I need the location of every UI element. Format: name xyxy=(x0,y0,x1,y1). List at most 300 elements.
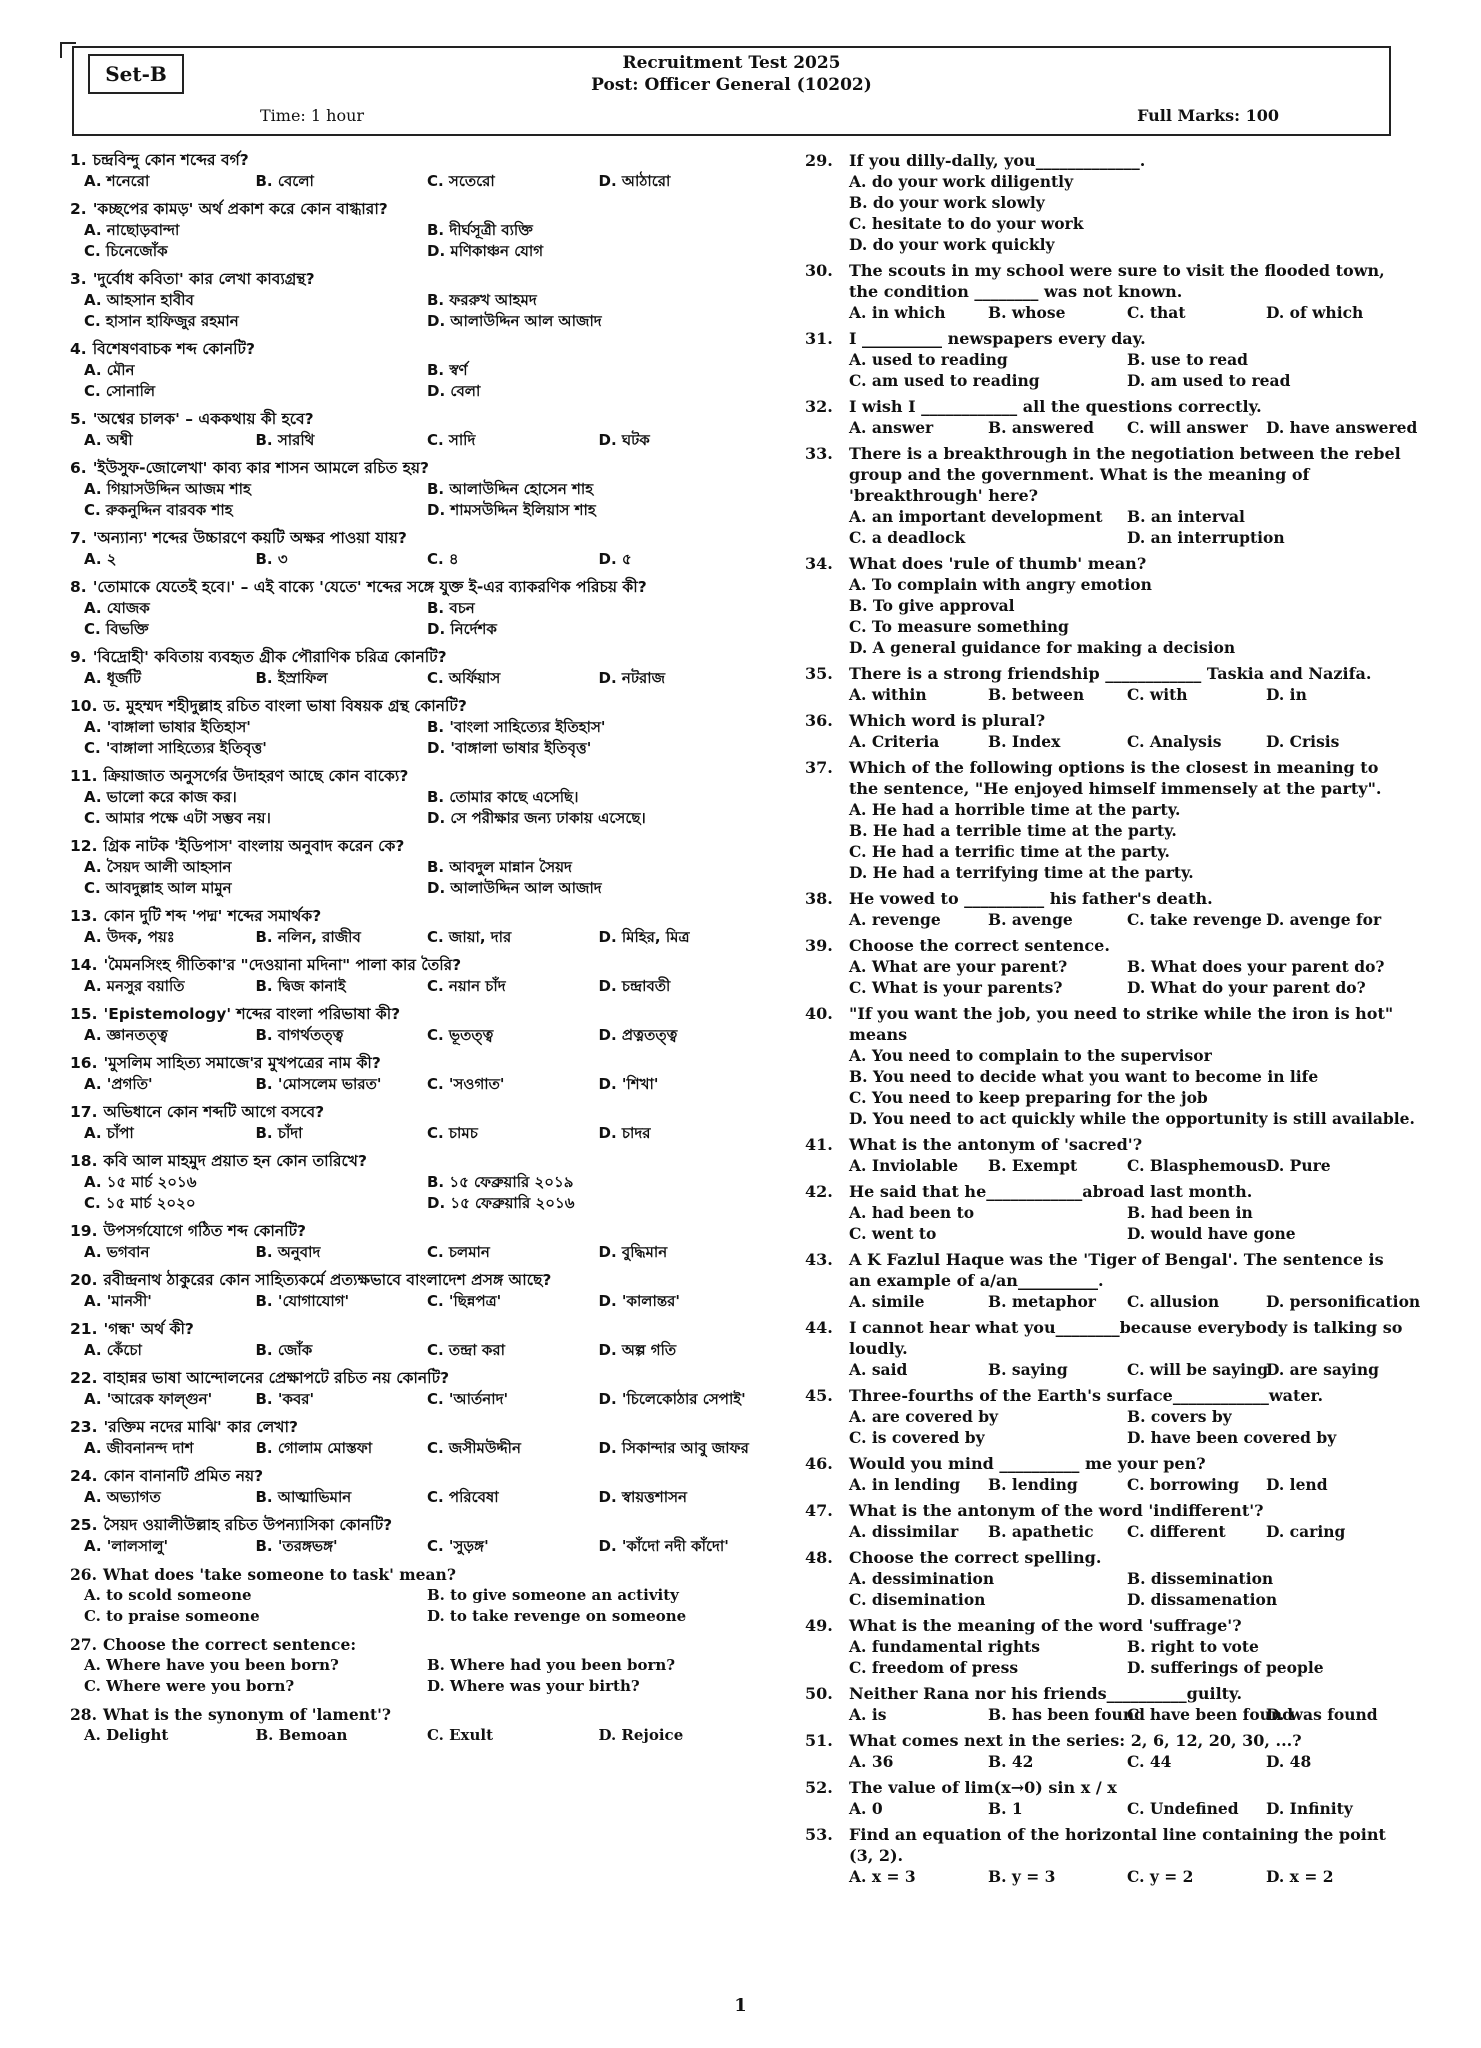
answer-options xyxy=(805,731,1405,752)
header-title-block xyxy=(74,52,1389,96)
answer-options xyxy=(70,598,770,640)
question-stem xyxy=(70,647,770,668)
answer-option: D. নটরাজ xyxy=(598,669,666,687)
answer-option: B. ৩ xyxy=(255,550,288,568)
answer-option: B. use to read xyxy=(1127,350,1248,369)
answer-option: C. আমার পক্ষে এটা সম্ভব নয়। xyxy=(84,809,271,827)
question-number: 23. xyxy=(70,1418,98,1436)
question-item xyxy=(805,757,1405,883)
question-item xyxy=(805,328,1405,391)
answer-option: C. 'সওগাত' xyxy=(427,1075,505,1093)
answer-option: D. চন্দ্রাবতী xyxy=(598,977,671,995)
answer-options xyxy=(805,171,1405,255)
question-item xyxy=(805,1249,1421,1312)
question-item xyxy=(70,577,770,640)
answer-option: A. What are your parent? xyxy=(849,957,1068,976)
answer-option: D. স্বায়ত্তশাসন xyxy=(598,1488,688,1506)
answer-option: B. metaphor xyxy=(988,1292,1096,1311)
question-number: 29. xyxy=(805,151,833,170)
answer-option: D. 'কালান্তর' xyxy=(598,1292,681,1310)
answer-option: B. Index xyxy=(988,732,1061,751)
answer-options xyxy=(70,1585,770,1627)
question-stem xyxy=(805,888,1405,909)
answer-option: A. জ্ঞানতত্ত্ব xyxy=(84,1026,168,1044)
answer-option: D. সে পরীক্ষার জন্য ঢাকায় এসেছে। xyxy=(427,809,646,827)
answer-option: A. অভ্যাগত xyxy=(84,1488,161,1506)
question-text: Three-fourths of the Earth's surface____________water. xyxy=(849,1386,1324,1405)
question-item xyxy=(70,199,770,262)
answer-option: B. Exempt xyxy=(988,1156,1078,1175)
question-number: 36. xyxy=(805,711,833,730)
answer-option: C. disemination xyxy=(849,1590,986,1609)
question-item xyxy=(805,553,1405,658)
answer-option: D. He had a terrifying time at the party. xyxy=(849,863,1194,882)
answer-option: B. বাগর্থতত্ত্ব xyxy=(255,1026,344,1044)
answer-option: B. avenge xyxy=(988,910,1073,929)
answer-options xyxy=(70,220,770,262)
answer-option: C. allusion xyxy=(1127,1292,1220,1311)
answer-option: A. 'আরেক ফাল্গুন' xyxy=(84,1390,213,1408)
question-text: 'তোমাকে যেতেই হবে।' – এই বাক্যে 'যেতে' শব্দের সঙ্গে যুক্ত ই-এর ব্যাকরণিক পরিচয় কী? xyxy=(92,578,647,596)
question-text: What is the meaning of the word 'suffrage'? xyxy=(849,1616,1242,1635)
answer-option: B. জোঁক xyxy=(255,1341,313,1359)
question-item xyxy=(805,1777,1405,1819)
answer-option: D. sufferings of people xyxy=(1127,1658,1324,1677)
question-number: 16. xyxy=(70,1054,98,1072)
question-stem xyxy=(805,1003,1405,1045)
answer-option: B. dissemination xyxy=(1127,1569,1274,1588)
answer-options xyxy=(805,1202,1405,1244)
question-number: 12. xyxy=(70,837,98,855)
answer-option: C. জসীমউদ্দীন xyxy=(427,1439,521,1457)
answer-option: B. 'মোসলেম ভারত' xyxy=(255,1075,382,1093)
question-stem xyxy=(805,1777,1405,1798)
answer-option: D. lend xyxy=(1266,1475,1328,1494)
question-number: 53. xyxy=(805,1825,833,1844)
answer-option: A. শনেরো xyxy=(84,172,150,190)
answer-option: A. 'বাঙ্গালা ভাষার ইতিহাস' xyxy=(84,718,251,736)
question-number: 30. xyxy=(805,261,833,280)
question-item xyxy=(70,1102,770,1144)
answer-option: D. would have gone xyxy=(1127,1224,1296,1243)
answer-option: B. You need to decide what you want to become in life xyxy=(849,1067,1319,1086)
question-item xyxy=(805,663,1405,705)
answer-option: A. simile xyxy=(849,1292,925,1311)
answer-option: D. Rejoice xyxy=(598,1726,684,1744)
question-number: 32. xyxy=(805,397,833,416)
question-item xyxy=(805,1683,1405,1725)
question-number: 8. xyxy=(70,578,87,596)
question-item xyxy=(70,836,770,899)
question-stem xyxy=(805,553,1405,574)
answer-options xyxy=(805,1359,1405,1380)
answer-options xyxy=(805,956,1405,998)
question-item xyxy=(805,1500,1405,1542)
answer-option: C. different xyxy=(1127,1522,1226,1541)
answer-options xyxy=(70,717,770,759)
answer-option: A. dessimination xyxy=(849,1569,995,1588)
answer-option: B. saying xyxy=(988,1360,1068,1379)
question-stem xyxy=(805,1615,1405,1636)
answer-options xyxy=(70,927,770,948)
answer-option: D. বেলা xyxy=(427,382,481,400)
answer-option: A. said xyxy=(849,1360,908,1379)
question-item xyxy=(805,1385,1405,1448)
answer-options xyxy=(805,1474,1405,1495)
answer-options xyxy=(70,1487,770,1508)
question-stem xyxy=(70,199,770,220)
answer-option: B. had been in xyxy=(1127,1203,1253,1222)
right-question-column xyxy=(805,150,1421,1892)
answer-option: C. ভূতত্ত্ব xyxy=(427,1026,494,1044)
question-item xyxy=(70,150,770,192)
answer-option: B. চাঁদা xyxy=(255,1124,303,1142)
question-stem xyxy=(805,1181,1405,1202)
question-stem xyxy=(70,1634,770,1655)
question-number: 11. xyxy=(70,767,98,785)
answer-option: D. have been covered by xyxy=(1127,1428,1337,1447)
question-text: I cannot hear what you________because everybody is talking so loudly. xyxy=(849,1318,1403,1358)
question-number: 18. xyxy=(70,1152,98,1170)
answer-options xyxy=(70,1291,770,1312)
answer-option: B. আলাউদ্দিন হোসেন শাহ xyxy=(427,480,594,498)
answer-option: D. ঘটক xyxy=(598,431,650,449)
answer-option: B. to give someone an activity xyxy=(427,1586,679,1604)
answer-options xyxy=(805,909,1405,930)
answer-option: A. মৌন xyxy=(84,361,135,379)
question-item xyxy=(70,1004,770,1046)
question-stem xyxy=(805,710,1405,731)
question-number: 52. xyxy=(805,1778,833,1797)
question-stem xyxy=(70,339,770,360)
question-text: What comes next in the series: 2, 6, 12, 20, 30, ...? xyxy=(849,1731,1302,1750)
answer-option: C. Blasphemous xyxy=(1127,1156,1267,1175)
answer-option: A. সৈয়দ আলী আহসান xyxy=(84,858,232,876)
question-number: 46. xyxy=(805,1454,833,1473)
answer-option: C. Analysis xyxy=(1127,732,1222,751)
answer-option: B. সারথি xyxy=(255,431,315,449)
question-stem xyxy=(70,269,770,290)
answer-option: A. answer xyxy=(849,418,934,437)
question-item xyxy=(70,696,770,759)
answer-options xyxy=(70,1123,770,1144)
answer-option: C. তন্দ্রা করা xyxy=(427,1341,505,1359)
question-text: গ্রিক নাটক 'ইডিপাস' বাংলায় অনুবাদ করেন কে? xyxy=(103,837,405,855)
question-stem xyxy=(805,1453,1405,1474)
question-stem xyxy=(70,906,770,927)
answer-options xyxy=(805,1406,1405,1448)
question-item xyxy=(805,1547,1405,1610)
answer-option: C. জায়া, দার xyxy=(427,928,512,946)
exam-post: Post: Officer General (10202) xyxy=(591,75,872,95)
answer-option: D. are saying xyxy=(1266,1360,1379,1379)
question-text: What does 'take someone to task' mean? xyxy=(102,1565,456,1584)
answer-options xyxy=(805,1636,1405,1678)
answer-options xyxy=(805,574,1405,658)
answer-option: B. 'বাংলা সাহিত্যের ইতিহাস' xyxy=(427,718,606,736)
answer-option: C. to praise someone xyxy=(84,1607,260,1625)
answer-option: D. have answered xyxy=(1266,418,1418,437)
answer-option: D. 48 xyxy=(1266,1752,1312,1771)
page-number: 1 xyxy=(734,1995,747,2016)
question-item xyxy=(805,260,1405,323)
question-text: 'অন্যান্য' শব্দের উচ্চারণে কয়টি অক্ষর পাওয়া যায়? xyxy=(92,529,407,547)
answer-option: A. Delight xyxy=(84,1726,169,1744)
answer-option: B. covers by xyxy=(1127,1407,1232,1426)
answer-option: A. in lending xyxy=(849,1475,961,1494)
answer-option: B. do your work slowly xyxy=(849,193,1045,212)
question-number: 26. xyxy=(70,1565,97,1584)
question-text: 'অশ্বের চালক' – এককথায় কী হবে? xyxy=(92,410,314,428)
answer-option: D. 'শিখা' xyxy=(598,1075,659,1093)
answer-option: D. dissamenation xyxy=(1127,1590,1278,1609)
question-stem xyxy=(805,1683,1405,1704)
answer-option: B. 'কবর' xyxy=(255,1390,315,1408)
answer-option: B. দীর্ঘসূত্রী ব্যক্তি xyxy=(427,221,533,239)
answer-option: A. ধূর্জটি xyxy=(84,669,142,687)
answer-option: A. within xyxy=(849,685,927,704)
question-stem xyxy=(70,409,770,430)
answer-option: C. take revenge xyxy=(1127,910,1262,929)
question-stem xyxy=(70,1564,770,1585)
question-number: 41. xyxy=(805,1135,833,1154)
answer-option: A. আহসান হাবীব xyxy=(84,291,194,309)
question-number: 19. xyxy=(70,1222,98,1240)
answer-option: B. right to vote xyxy=(1127,1637,1259,1656)
answer-option: A. জীবনানন্দ দাশ xyxy=(84,1439,194,1457)
question-item xyxy=(805,1181,1405,1244)
question-text: অভিধানে কোন শব্দটি আগে বসবে? xyxy=(103,1103,325,1121)
answer-options xyxy=(805,1291,1421,1312)
question-item xyxy=(805,1824,1405,1887)
answer-option: B. He had a terrible time at the party. xyxy=(849,821,1177,840)
question-item xyxy=(805,710,1405,752)
answer-options xyxy=(70,1172,770,1214)
question-number: 39. xyxy=(805,936,833,955)
answer-options xyxy=(70,430,770,451)
answer-options xyxy=(70,360,770,402)
answer-options xyxy=(805,1155,1405,1176)
answer-options xyxy=(805,1866,1405,1887)
answer-options xyxy=(805,1045,1415,1129)
answer-option: B. ইস্রাফিল xyxy=(255,669,328,687)
answer-option: D. am used to read xyxy=(1127,371,1291,390)
answer-option: D. প্রত্নতত্ত্ব xyxy=(598,1026,678,1044)
answer-option: B. Where had you been born? xyxy=(427,1656,676,1674)
question-stem xyxy=(70,1151,770,1172)
answer-option: D. আঠারো xyxy=(598,172,671,190)
question-text: Find an equation of the horizontal line containing the point (3, 2). xyxy=(849,1825,1386,1865)
question-text: He said that he____________abroad last month. xyxy=(849,1182,1253,1201)
question-text: 'দুর্বোধ কবিতা' কার লেখা কাব্যগ্রন্থ? xyxy=(92,270,315,288)
answer-option: A. x = 3 xyxy=(849,1867,916,1886)
question-stem xyxy=(70,1221,770,1242)
question-stem xyxy=(70,1004,770,1025)
answer-option: C. with xyxy=(1127,685,1188,704)
answer-option: B. What does your parent do? xyxy=(1127,957,1385,976)
question-stem xyxy=(805,328,1405,349)
question-stem xyxy=(805,1730,1405,1751)
answer-option: A. had been to xyxy=(849,1203,975,1222)
answer-option: D. personification xyxy=(1266,1292,1421,1311)
answer-option: A. গিয়াসউদ্দিন আজম শাহ xyxy=(84,480,251,498)
question-item xyxy=(805,1730,1405,1772)
left-question-column xyxy=(70,150,770,1753)
question-text: A K Fazlul Haque was the 'Tiger of Bengal'. The sentence is an example of a/an__________. xyxy=(849,1250,1384,1290)
exam-full-marks: Full Marks: 100 xyxy=(1137,106,1279,125)
question-stem xyxy=(70,1417,770,1438)
answer-option: B. has been found xyxy=(988,1705,1145,1724)
question-number: 31. xyxy=(805,329,833,348)
answer-option: C. চিনেজোঁক xyxy=(84,242,168,260)
question-stem xyxy=(70,577,770,598)
question-text: 'গন্ধ' অর্থ কী? xyxy=(103,1320,194,1338)
answer-option: B. lending xyxy=(988,1475,1078,1494)
answer-option: A. ভগবান xyxy=(84,1243,150,1261)
question-text: The value of lim(x→0) sin x / x xyxy=(849,1778,1117,1797)
answer-option: C. went to xyxy=(849,1224,937,1243)
answer-option: B. between xyxy=(988,685,1085,704)
question-text: What is the synonym of 'lament'? xyxy=(102,1705,391,1724)
question-item xyxy=(70,955,770,997)
answer-option: C. To measure something xyxy=(849,617,1069,636)
question-item xyxy=(70,1221,770,1263)
question-stem xyxy=(70,458,770,479)
question-number: 7. xyxy=(70,529,87,547)
answer-option: D. মিহির, মিত্র xyxy=(598,928,690,946)
question-stem xyxy=(805,1249,1405,1291)
question-text: The scouts in my school were sure to visit the flooded town, the condition ________ was not known. xyxy=(849,261,1385,301)
answer-options xyxy=(805,417,1418,438)
question-stem xyxy=(70,1515,770,1536)
question-text: "If you want the job, you need to strike while the iron is hot" means xyxy=(849,1004,1394,1044)
answer-option: D. What do your parent do? xyxy=(1127,978,1366,997)
answer-options xyxy=(70,171,770,192)
answer-option: D. বুদ্ধিমান xyxy=(598,1243,668,1261)
answer-option: D. আলাউদ্দিন আল আজাদ xyxy=(427,879,602,897)
question-number: 24. xyxy=(70,1467,98,1485)
answer-option: B. 42 xyxy=(988,1752,1034,1771)
answer-option: C. 44 xyxy=(1127,1752,1172,1771)
question-text: Would you mind __________ me your pen? xyxy=(849,1454,1206,1473)
exam-title: Recruitment Test 2025 xyxy=(622,53,841,73)
answer-option: D. 'চিলেকোঠার সেপাই' xyxy=(598,1390,746,1408)
question-stem xyxy=(805,1547,1405,1568)
answer-option: B. দ্বিজ কানাই xyxy=(255,977,346,995)
question-text: ক্রিয়াজাত অনুসর্গের উদাহরণ আছে কোন বাক্যে? xyxy=(103,767,409,785)
answer-option: D. মণিকাঞ্চন যোগ xyxy=(427,242,544,260)
question-number: 13. xyxy=(70,907,98,925)
question-number: 4. xyxy=(70,340,87,358)
answer-option: B. To give approval xyxy=(849,596,1015,615)
answer-options xyxy=(70,549,770,570)
question-item xyxy=(805,1003,1415,1129)
question-item xyxy=(805,888,1405,930)
answer-options xyxy=(70,290,770,332)
question-text: কোন বানানটি প্রমিত নয়? xyxy=(103,1467,264,1485)
question-number: 2. xyxy=(70,200,87,218)
question-item xyxy=(70,409,770,451)
question-number: 44. xyxy=(805,1318,833,1337)
answer-option: D. আলাউদ্দিন আল আজাদ xyxy=(427,312,602,330)
question-number: 5. xyxy=(70,410,87,428)
answer-option: D. 'বাঙ্গালা ভাষার ইতিবৃত্ত' xyxy=(427,739,592,757)
question-text: 'মৈমনসিংহ গীতিকা'র "দেওয়ানা মদিনা" পালা কার তৈরি? xyxy=(103,956,462,974)
question-item xyxy=(70,458,770,521)
answer-option: D. an interruption xyxy=(1127,528,1285,547)
answer-option: A. revenge xyxy=(849,910,941,929)
answer-option: B. Bemoan xyxy=(255,1726,348,1744)
answer-option: D. Pure xyxy=(1266,1156,1331,1175)
answer-option: B. 'যোগাযোগ' xyxy=(255,1292,350,1310)
question-item xyxy=(805,1317,1405,1380)
answer-option: B. আত্মাভিমান xyxy=(255,1488,352,1506)
answer-option: D. to take revenge on someone xyxy=(427,1607,687,1625)
answer-option: B. আবদুল মান্নান সৈয়দ xyxy=(427,858,572,876)
question-text: I wish I ____________ all the questions correctly. xyxy=(849,397,1262,416)
answer-options xyxy=(805,506,1405,548)
question-item xyxy=(70,269,770,332)
question-stem xyxy=(805,1824,1405,1866)
question-text: 'বিদ্রোহী' কবিতায় ব্যবহৃত গ্রীক পৌরাণিক চরিত্র কোনটি? xyxy=(92,648,447,666)
answer-option: D. চাদর xyxy=(598,1124,651,1142)
answer-option: B. বচন xyxy=(427,599,475,617)
exam-time: Time: 1 hour xyxy=(260,106,365,125)
answer-option: C. am used to reading xyxy=(849,371,1040,390)
question-text: Neither Rana nor his friends__________guilty. xyxy=(849,1684,1243,1703)
answer-option: A. চাঁপা xyxy=(84,1124,134,1142)
answer-option: C. রুকনুদ্দিন বারবক শাহ xyxy=(84,501,233,519)
question-item xyxy=(805,935,1405,998)
answer-options xyxy=(70,1389,770,1410)
question-number: 51. xyxy=(805,1731,833,1750)
question-item xyxy=(70,1515,770,1557)
answer-option: B. স্বর্ণ xyxy=(427,361,468,379)
answer-options xyxy=(805,1568,1405,1610)
answer-option: D. in xyxy=(1266,685,1307,704)
answer-option: B. answered xyxy=(988,418,1095,437)
answer-option: D. was found xyxy=(1266,1705,1378,1724)
answer-option: A. ২ xyxy=(84,550,117,568)
answer-option: B. গোলাম মোস্তফা xyxy=(255,1439,373,1457)
answer-option: A. To complain with angry emotion xyxy=(849,575,1152,594)
answer-option: C. অর্ফিয়াস xyxy=(427,669,501,687)
answer-option: D. ৫ xyxy=(598,550,632,568)
answer-options xyxy=(805,349,1405,391)
answer-option: A. 0 xyxy=(849,1799,883,1818)
question-number: 50. xyxy=(805,1684,833,1703)
answer-option: D. avenge for xyxy=(1266,910,1382,929)
question-text: There is a breakthrough in the negotiation between the rebel group and the government. What is the meaning of 'breakthrough' here? xyxy=(849,444,1401,505)
question-text: What is the antonym of the word 'indifferent'? xyxy=(849,1501,1264,1520)
question-stem xyxy=(70,1466,770,1487)
question-number: 1. xyxy=(70,151,87,169)
answer-option: A. to scold someone xyxy=(84,1586,252,1604)
question-text: 'কচ্ছপের কামড়' অর্থ প্রকাশ করে কোন বাগ্ধারা? xyxy=(92,200,388,218)
answer-option: C. What is your parents? xyxy=(849,978,1063,997)
answer-option: C. You need to keep preparing for the job xyxy=(849,1088,1208,1107)
answer-option: B. ১৫ ফেব্রুয়ারি ২০১৯ xyxy=(427,1173,574,1191)
question-text: চন্দ্রবিন্দু কোন শব্দের বর্গ? xyxy=(92,151,249,169)
question-text: What does 'rule of thumb' mean? xyxy=(849,554,1147,573)
answer-option: B. নলিন, রাজীব xyxy=(255,928,361,946)
answer-option: B. 'তরঙ্গভঙ্গ' xyxy=(255,1537,338,1555)
answer-option: A. 'প্রগতি' xyxy=(84,1075,153,1093)
answer-option: C. ১৫ মার্চ ২০২০ xyxy=(84,1194,196,1212)
answer-option: A. ১৫ মার্চ ২০১৬ xyxy=(84,1173,197,1191)
question-text: বাহান্নর ভাষা আন্দোলনের প্রেক্ষাপটে রচিত নয় কোনটি? xyxy=(103,1369,450,1387)
answer-option: B. ফররুখ আহমদ xyxy=(427,291,537,309)
